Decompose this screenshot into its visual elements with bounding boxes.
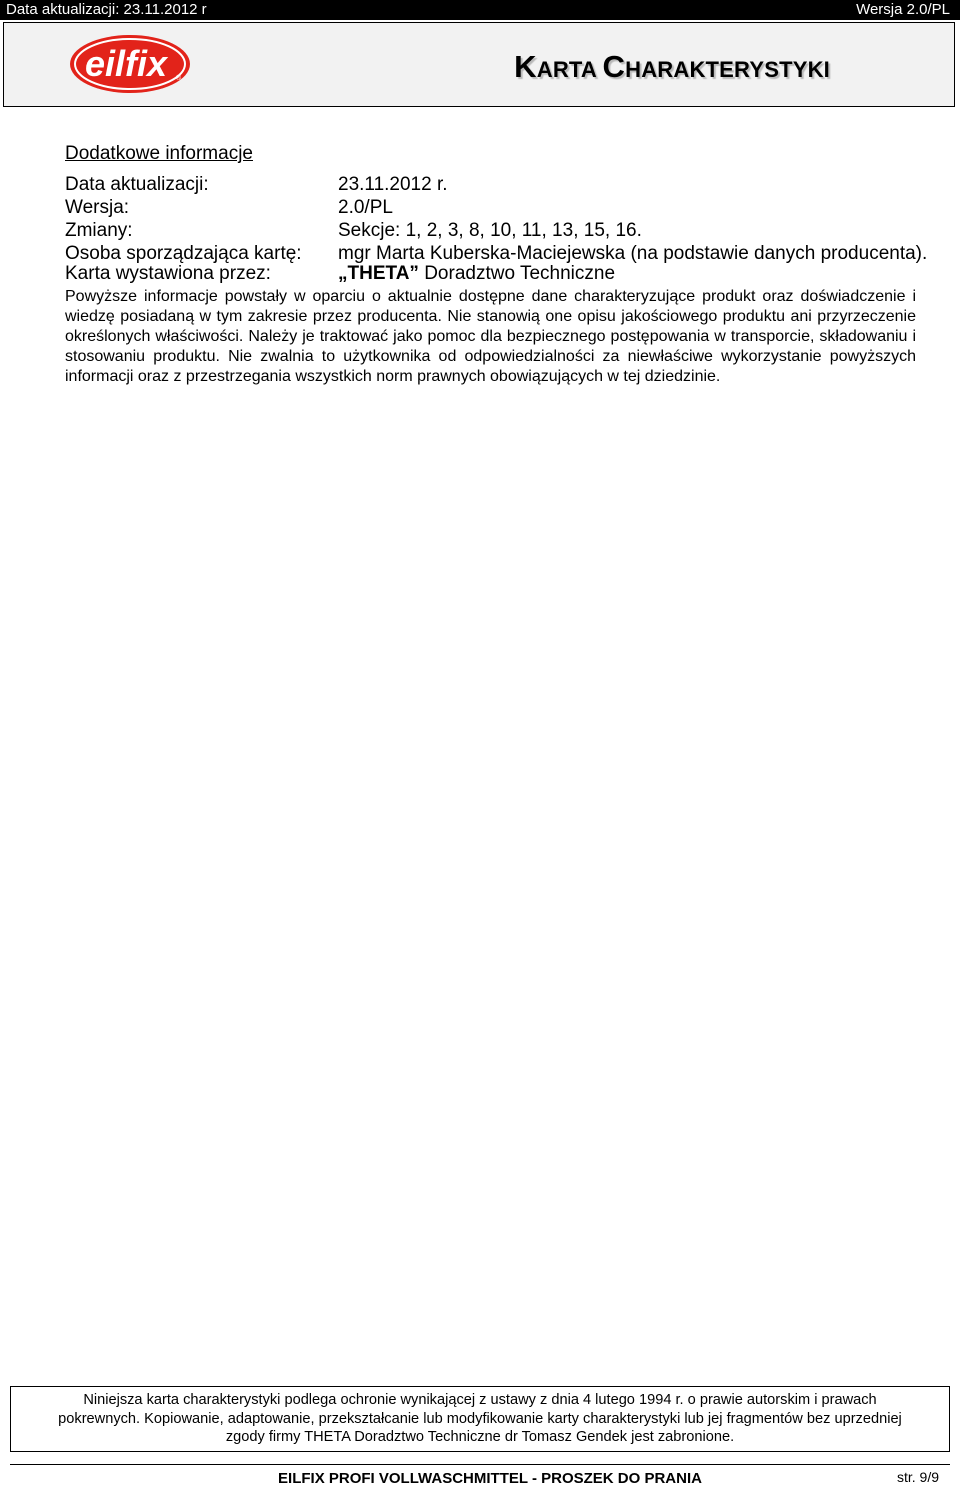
product-name: EILFIX PROFI VOLLWASCHMITTEL - PROSZEK DO PRANIA <box>278 1470 702 1487</box>
eilfix-logo <box>68 33 192 100</box>
info-label: Zmiany: <box>65 220 133 241</box>
info-value: 23.11.2012 r. <box>338 174 448 195</box>
update-date-header: Data aktualizacji: 23.11.2012 r <box>6 1 207 18</box>
disclaimer-paragraph: Powyższe informacje powstały w oparciu o aktualnie dostępne dane charakteryzujące produkt oraz doświadczenie i wiedzę posiadaną w tym zakresie przez producenta. Nie stanowią one opisu jakościowego produktu ani przyrzeczenie określonych właściwości. Należy je traktować jako pomoc dla bezpiecznego postępowania w transporcie, składowaniu i stosowaniu produktu. Nie zwalnia to użytkownika od odpowiedzialności za niewłaściwe wykorzystanie powyższych informacji oraz z przestrzegania wszystkich norm prawnych obowiązujących w tej dziedzinie. <box>65 288 916 386</box>
copyright-line: zgody firmy THETA Doradztwo Techniczne dr Tomasz Gendek jest zabronione. <box>225 1429 735 1445</box>
document-header <box>3 22 955 107</box>
page-number: str. 9/9 <box>896 1469 939 1485</box>
info-label: Wersja: <box>65 197 130 218</box>
svg-text:eilfix: eilfix <box>84 43 168 84</box>
top-info-bar <box>0 0 960 20</box>
info-value: „THETA” Doradztwo Techniczne <box>338 263 616 284</box>
copyright-notice <box>10 1386 950 1452</box>
info-label: Karta wystawiona przez: <box>65 263 271 284</box>
info-label: Data aktualizacji: <box>65 174 209 195</box>
copyright-line: Niniejsza karta charakterystyki podlega ochronie wynikającej z ustawy z dnia 4 lutego 1994 r. o prawie autorskim i prawach <box>83 1392 877 1408</box>
info-value: mgr Marta Kuberska-Maciejewska (na podstawie danych producenta). <box>338 243 928 264</box>
issuer-name: „THETA” <box>338 263 419 284</box>
copyright-line: pokrewnych. Kopiowanie, adaptowanie, przekształcanie lub modyfikowanie karty charakterystyki lub jej fragmentów bez uprzedniej <box>58 1410 902 1427</box>
footer-divider <box>10 1464 950 1465</box>
section-heading: Dodatkowe informacje <box>65 143 253 164</box>
svg-text:®: ® <box>176 75 182 82</box>
version-header: Wersja 2.0/PL <box>856 1 950 18</box>
info-label: Osoba sporządzająca kartę: <box>65 243 302 264</box>
info-value: Sekcje: 1, 2, 3, 8, 10, 11, 13, 15, 16. <box>338 220 642 241</box>
info-value: 2.0/PL <box>338 197 393 218</box>
document-title: KARTA CHARAKTERYSTYKI <box>514 49 830 84</box>
